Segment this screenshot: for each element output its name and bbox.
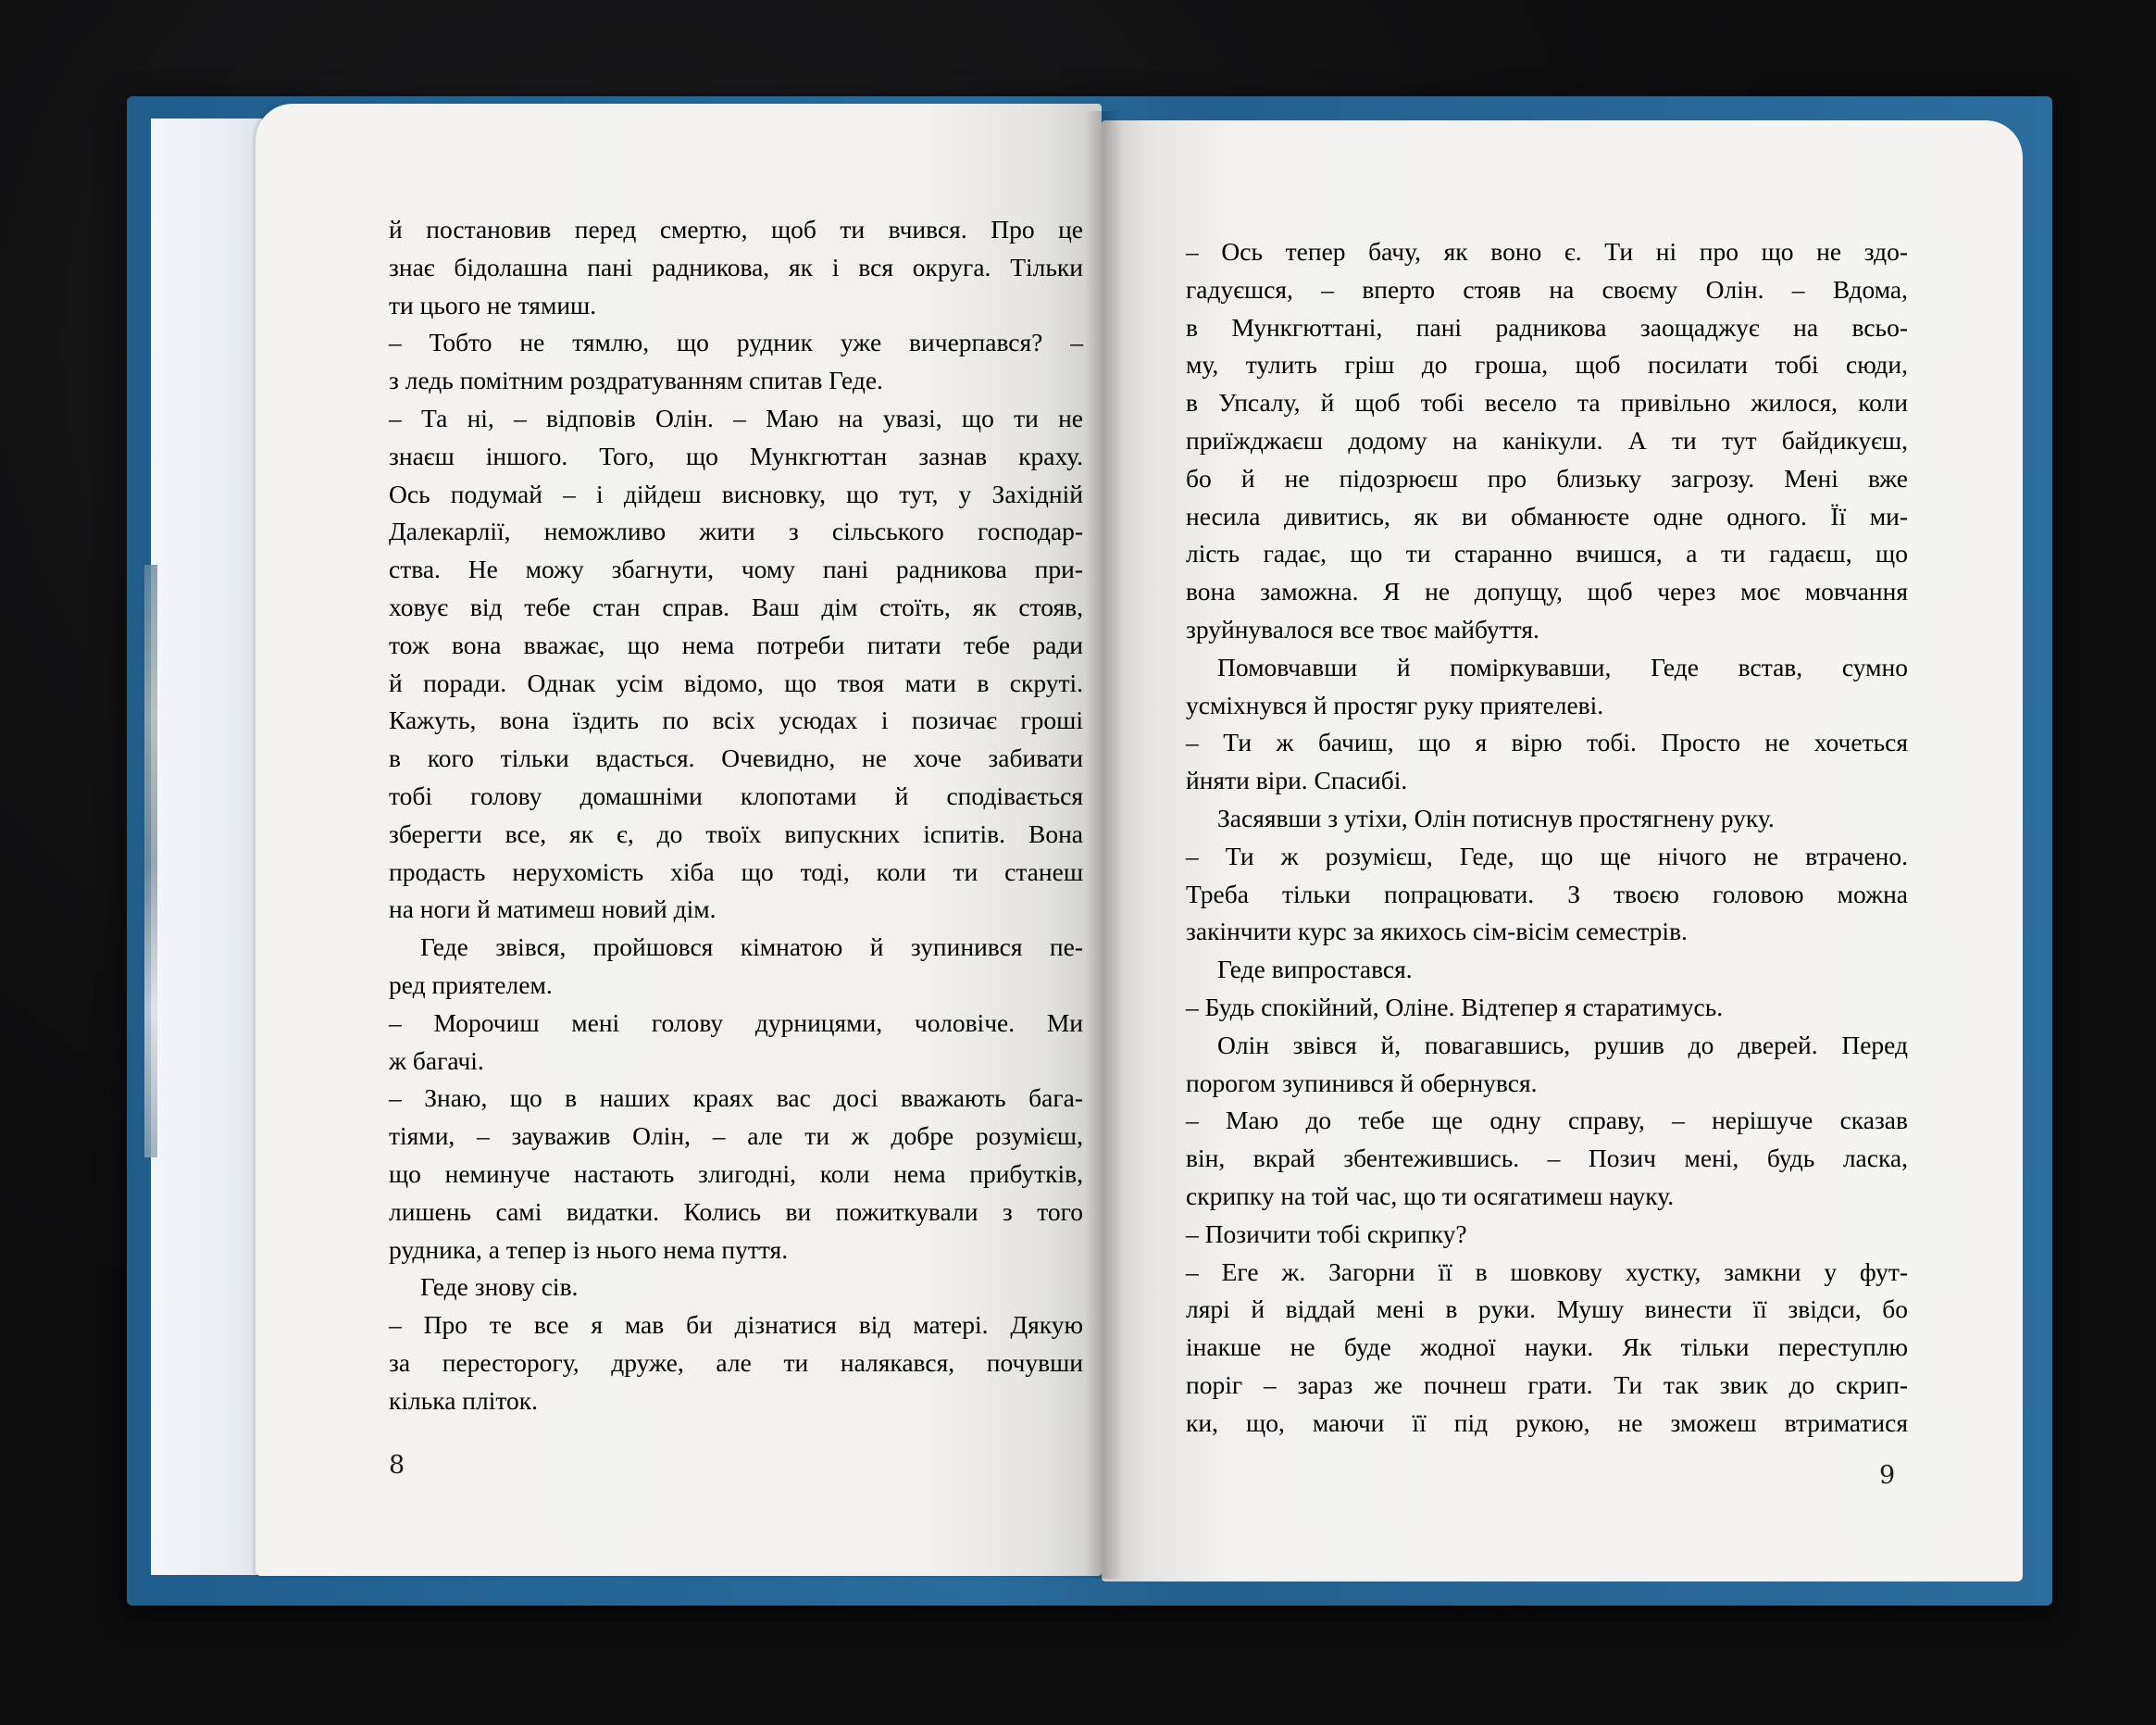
text-line: закінчити курс за якихось сім-вісім семестрів. bbox=[1186, 917, 1688, 946]
text-line: несила дивитись, як ви обманюєте одне одного. Її ми- bbox=[1186, 501, 1908, 531]
text-line: Геде випростався. bbox=[1217, 955, 1413, 984]
text-line: в Мункгюттані, пані радникова заощаджує на всьо- bbox=[1186, 312, 1908, 342]
text-line: знаєш іншого. Того, що Мункгюттан зазнав краху. bbox=[389, 441, 1083, 470]
cover-image-edge bbox=[144, 565, 157, 1157]
page-edges bbox=[151, 119, 262, 1575]
text-line: продасть нерухомість хіба що тоді, коли ти станеш bbox=[389, 856, 1083, 886]
right-page-number: 9 bbox=[1879, 1461, 1896, 1490]
text-line: з ледь помітним роздратуванням спитав Геде. bbox=[389, 366, 883, 395]
text-line: – Позичити тобі скрипку? bbox=[1186, 1219, 1467, 1248]
text-line: зберегти все, як є, до твоїх випускних іспитів. Вона bbox=[389, 819, 1083, 848]
text-line: Помовчавши й поміркувавши, Геде встав, сумно bbox=[1217, 652, 1908, 681]
text-line: гадуєшся, – вперто стояв на своєму Олін. – Вдома, bbox=[1186, 274, 1908, 304]
text-line: й постановив перед смертю, щоб ти вчився. Про це bbox=[389, 215, 1083, 244]
text-line: за пересторогу, друже, але ти налякався, почувши bbox=[389, 1347, 1083, 1377]
text-line: порогом зупинився й обернувся. bbox=[1186, 1068, 1538, 1097]
left-page-number: 8 bbox=[389, 1451, 405, 1480]
text-line: – Та ні, – відповів Олін. – Маю на увазі, що ти не bbox=[389, 403, 1083, 432]
text-line: приїжджаєш додому на канікули. А ти тут байдикуєш, bbox=[1186, 425, 1908, 455]
text-line: – Маю до тебе ще одну справу, – нерішуче сказав bbox=[1186, 1106, 1908, 1135]
text-line: лярі й віддай мені в руки. Мушу винести її звідси, бо bbox=[1186, 1294, 1908, 1324]
text-line: – Тобто не тямлю, що рудник уже вичерпався? – bbox=[389, 328, 1083, 357]
text-line: ред приятелем. bbox=[389, 969, 553, 999]
text-line: бо й не підозрюєш про близьку загрозу. Мені вже bbox=[1186, 463, 1908, 493]
left-page-text bbox=[389, 211, 1083, 1420]
text-line: – Ти ж розумієш, Геде, що ще нічого не втрачено. bbox=[1186, 841, 1908, 870]
text-line: Треба тільки попрацювати. З твоєю головою можна bbox=[1186, 879, 1908, 908]
text-line: на ноги й матимеш новий дім. bbox=[389, 894, 717, 924]
text-line: Кажуть, вона їздить по всіх усюдах і позичає гроші bbox=[389, 706, 1083, 735]
text-line: му, тулить гріш до гроша, щоб посилати тобі сюди, bbox=[1186, 350, 1908, 380]
text-line: зруйнувалося все твоє майбуття. bbox=[1186, 614, 1539, 644]
text-line: тож вона вважає, що нема потреби питати тебе ради bbox=[389, 630, 1083, 659]
right-page-text bbox=[1186, 233, 1908, 1443]
text-line: Ось подумай – і дійдеш висновку, що тут, у Західній bbox=[389, 479, 1083, 508]
text-line: – Морочиш мені голову дурницями, чоловіче. Ми bbox=[389, 1007, 1083, 1037]
text-line: – Еге ж. Загорни її в шовкову хустку, замкни у фут- bbox=[1186, 1256, 1908, 1286]
text-line: рудника, а тепер із нього нема пуття. bbox=[389, 1234, 789, 1264]
text-line: ховує від тебе стан справ. Ваш дім стоїть, як стояв, bbox=[389, 592, 1083, 621]
text-line: він, вкрай збентежившись. – Позич мені, будь ласка, bbox=[1186, 1144, 1908, 1173]
text-line: ж багачі. bbox=[389, 1045, 484, 1075]
text-line: – Будь спокійний, Оліне. Відтепер я старатимусь. bbox=[1186, 992, 1724, 1021]
text-line: Геде звівся, пройшовся кімнатою й зупинився пе- bbox=[420, 932, 1083, 962]
text-line: інакше не буде жодної науки. Як тільки переступлю bbox=[1186, 1332, 1908, 1362]
text-line: Засяявши з утіхи, Олін потиснув простягнену руку. bbox=[1217, 803, 1775, 832]
text-line: усміхнувся й простяг руку приятелеві. bbox=[1186, 690, 1604, 719]
text-line: кілька пліток. bbox=[389, 1385, 539, 1415]
text-line: ства. Не можу збагнути, чому пані радникова при- bbox=[389, 555, 1083, 584]
text-line: що неминуче настають злигодні, коли нема прибутків, bbox=[389, 1158, 1083, 1188]
text-line: Олін звівся й, повагавшись, рушив до дверей. Перед bbox=[1217, 1030, 1908, 1059]
text-line: тобі голову домашніми клопотами й сподівається bbox=[389, 781, 1083, 810]
text-line: ки, що, маючи її під рукою, не зможеш втриматися bbox=[1186, 1407, 1908, 1437]
text-line: в Упсалу, й щоб тобі весело та привільно жилося, коли bbox=[1186, 388, 1908, 418]
text-line: тіями, – зауважив Олін, – але ти ж добре розумієш, bbox=[389, 1121, 1083, 1151]
text-line: скрипку на той час, що ти осягатимеш науку. bbox=[1186, 1181, 1675, 1210]
text-line: – Про те все я мав би дізнатися від матері. Дякую bbox=[389, 1310, 1083, 1340]
text-line: – Знаю, що в наших краях вас досі вважають бага- bbox=[389, 1083, 1083, 1113]
text-line: Далекарлії, неможливо жити з сільського господар- bbox=[389, 517, 1083, 546]
text-line: – Ось тепер бачу, як воно є. Ти ні про що не здо- bbox=[1186, 237, 1908, 266]
text-line: в кого тільки вдасться. Очевидно, не хоче забивати bbox=[389, 744, 1083, 773]
text-line: поріг – зараз же почнеш грати. Ти так звик до скрип- bbox=[1186, 1369, 1908, 1399]
text-line: й поради. Однак усім відомо, що твоя мати в скруті. bbox=[389, 668, 1083, 697]
text-line: знає бідолашна пані радникова, як і вся округа. Тільки bbox=[389, 252, 1083, 281]
text-line: лість гадає, що ти старанно вчишся, а ти гадаєш, що bbox=[1186, 539, 1908, 569]
text-line: йняти віри. Спасибі. bbox=[1186, 766, 1408, 795]
text-line: – Ти ж бачиш, що я вірю тобі. Просто не хочеться bbox=[1186, 728, 1908, 757]
text-line: лишень самі видатки. Колись ви пожиткували з того bbox=[389, 1196, 1083, 1226]
text-line: ти цього не тямиш. bbox=[389, 290, 597, 319]
text-line: Геде знову сів. bbox=[420, 1272, 579, 1302]
text-line: вона заможна. Я не допущу, щоб через моє мовчання bbox=[1186, 577, 1908, 606]
